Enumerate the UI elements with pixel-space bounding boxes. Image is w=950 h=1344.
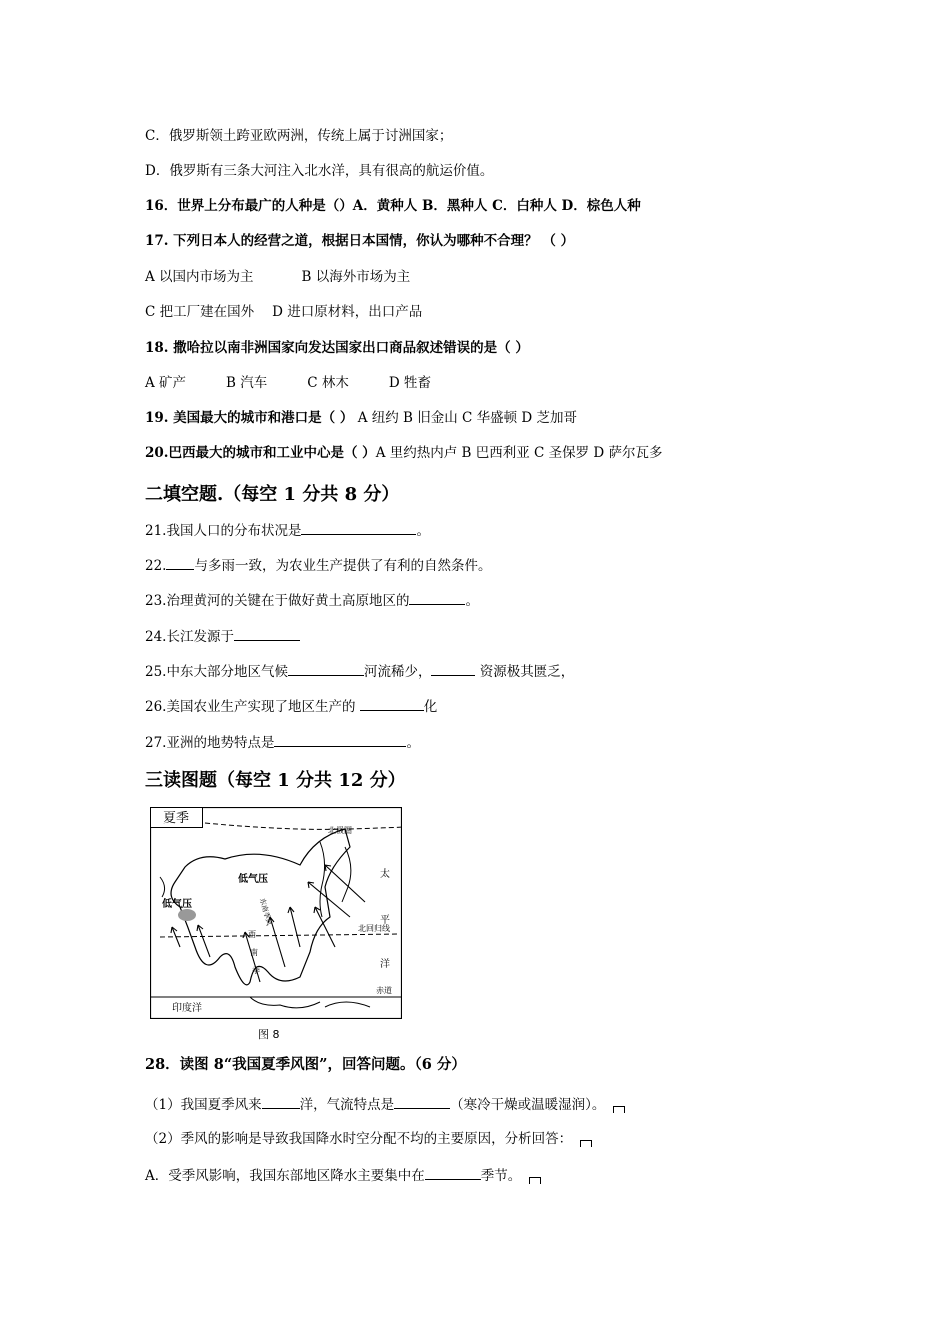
question-28-part-1-end: （寒冷干燥或温暖湿润）。 <box>450 1097 606 1113</box>
question-19-stem: 19. 美国最大的城市和港口是（ ） <box>145 410 354 426</box>
pacific-label-3: 洋 <box>380 959 390 970</box>
map-caption: 图 8 <box>258 1028 280 1041</box>
question-25-text: 25.中东大部分地区气候 <box>145 664 288 680</box>
question-28-part-2-text: （2）季风的影响是导致我国降水时空分配不均的主要原因，分析回答： <box>145 1131 573 1147</box>
question-18-option-a: A 矿产 <box>145 375 187 391</box>
indian-ocean-label: 印度洋 <box>172 1003 202 1014</box>
question-28-part-1-text: （1）我国夏季风来 <box>145 1097 262 1113</box>
question-28-part-2 <box>145 1130 592 1148</box>
question-21-text: 21.我国人口的分布状况是 <box>145 523 302 539</box>
arctic-circle-label: 北极圈 <box>328 826 352 835</box>
question-25-end: 资源极其匮乏， <box>475 664 575 680</box>
tropic-of-cancer-label: 北回归线 <box>358 924 390 933</box>
question-28-part-1-mid: 洋，气流特点是 <box>299 1097 395 1113</box>
question-28-part-a-end: 季节。 <box>480 1168 522 1184</box>
question-28-part-1 <box>145 1094 625 1114</box>
edit-mark <box>580 1140 592 1147</box>
section-2-heading: 二填空题.（每空 1 分共 8 分） <box>145 484 400 505</box>
question-26-text: 26.美国农业生产实现了地区生产的 <box>145 699 360 715</box>
equator-label: 赤道 <box>376 986 392 995</box>
southwest-monsoon-label-3: 季 <box>252 966 260 975</box>
answer-blank <box>301 520 416 535</box>
question-26-end: 化 <box>423 699 438 715</box>
answer-blank <box>288 661 364 676</box>
question-27 <box>145 732 420 752</box>
question-20-stem: 20.巴西最大的城市和工业中心是（ ） <box>145 445 376 461</box>
question-20 <box>145 444 663 462</box>
question-25-mid: 河流稀少， <box>363 664 432 680</box>
question-18-option-b: B 汽车 <box>226 375 268 391</box>
question-24 <box>145 626 300 646</box>
question-17: 17. 下列日本人的经营之道，根据日本国情，你认为哪种不合理？ （ ） <box>145 233 575 249</box>
question-17-option-b: B 以海外市场为主 <box>301 269 411 285</box>
summer-monsoon-map <box>150 807 402 1019</box>
question-22 <box>145 555 491 575</box>
question-24-text: 24.长江发源于 <box>145 629 234 645</box>
question-17-options-cd <box>145 303 422 321</box>
question-16: 16．世界上分布最广的人种是（）A．黄种人 B．黑种人 C．白种人 D．棕色人种 <box>145 198 641 214</box>
question-17-option-c: C 把工厂建在国外 <box>145 304 255 320</box>
question-19-options: A 纽约 B 旧金山 C 华盛顿 D 芝加哥 <box>357 410 578 426</box>
question-18-options <box>145 374 431 392</box>
pacific-label-2: 平 <box>380 915 390 926</box>
answer-blank <box>360 696 424 711</box>
question-18-option-d: D 牲畜 <box>388 375 432 391</box>
question-28-part-a <box>145 1165 541 1185</box>
low-pressure-label-west: 低气压 <box>162 899 192 910</box>
question-26 <box>145 696 437 716</box>
answer-blank <box>409 590 465 605</box>
question-21 <box>145 520 430 540</box>
question-27-end: 。 <box>406 735 420 751</box>
question-17-option-d: D 进口原材料，出口产品 <box>272 304 423 320</box>
answer-blank <box>394 1094 450 1109</box>
question-28-title: 28．读图 8“我国夏季风图”，回答问题。（6 分） <box>145 1056 466 1073</box>
option-c-russia: C．俄罗斯领土跨亚欧两洲，传统上属于讨洲国家； <box>145 128 453 144</box>
answer-blank <box>262 1094 300 1109</box>
low-pressure-label-east: 低气压 <box>238 874 268 885</box>
question-23-text: 23.治理黄河的关键在于做好黄土高原地区的 <box>145 593 410 609</box>
southwest-monsoon-label-2: 南 <box>250 948 258 957</box>
question-18-option-c: C 林木 <box>307 375 349 391</box>
answer-blank <box>431 661 475 676</box>
southwest-monsoon-label-1: 西 <box>248 930 256 939</box>
section-3-heading: 三读图题（每空 1 分共 12 分） <box>145 770 406 791</box>
question-17-options-ab <box>145 268 410 286</box>
question-19 <box>145 409 577 427</box>
question-22-text: 与多雨一致，为农业生产提供了有利的自然条件。 <box>194 558 492 574</box>
question-25 <box>145 661 574 681</box>
answer-blank <box>425 1165 481 1180</box>
option-d-russia: D．俄罗斯有三条大河注入北水洋，具有很高的航运价值。 <box>145 163 494 179</box>
edit-mark <box>613 1106 625 1113</box>
answer-blank <box>274 732 406 747</box>
question-23 <box>145 590 479 610</box>
edit-mark <box>529 1177 541 1184</box>
pacific-label-1: 太 <box>380 869 390 880</box>
question-23-end: 。 <box>465 593 479 609</box>
question-17-option-a: A 以国内市场为主 <box>145 269 254 285</box>
question-18: 18. 撒哈拉以南非洲国家向发达国家出口商品叙述错误的是（ ） <box>145 340 529 356</box>
question-22-number: 22. <box>145 558 167 574</box>
question-27-text: 27.亚洲的地势特点是 <box>145 735 275 751</box>
question-28-part-a-text: A．受季风影响，我国东部地区降水主要集中在 <box>145 1168 425 1184</box>
map-title: 夏季 <box>162 811 190 826</box>
answer-blank <box>166 555 194 570</box>
southeast-monsoon-label: 东南季风 <box>258 897 274 927</box>
question-20-options: A 里约热内卢 B 巴西利亚 C 圣保罗 D 萨尔瓦多 <box>375 445 663 461</box>
answer-blank <box>234 626 300 641</box>
question-21-end: 。 <box>416 523 430 539</box>
